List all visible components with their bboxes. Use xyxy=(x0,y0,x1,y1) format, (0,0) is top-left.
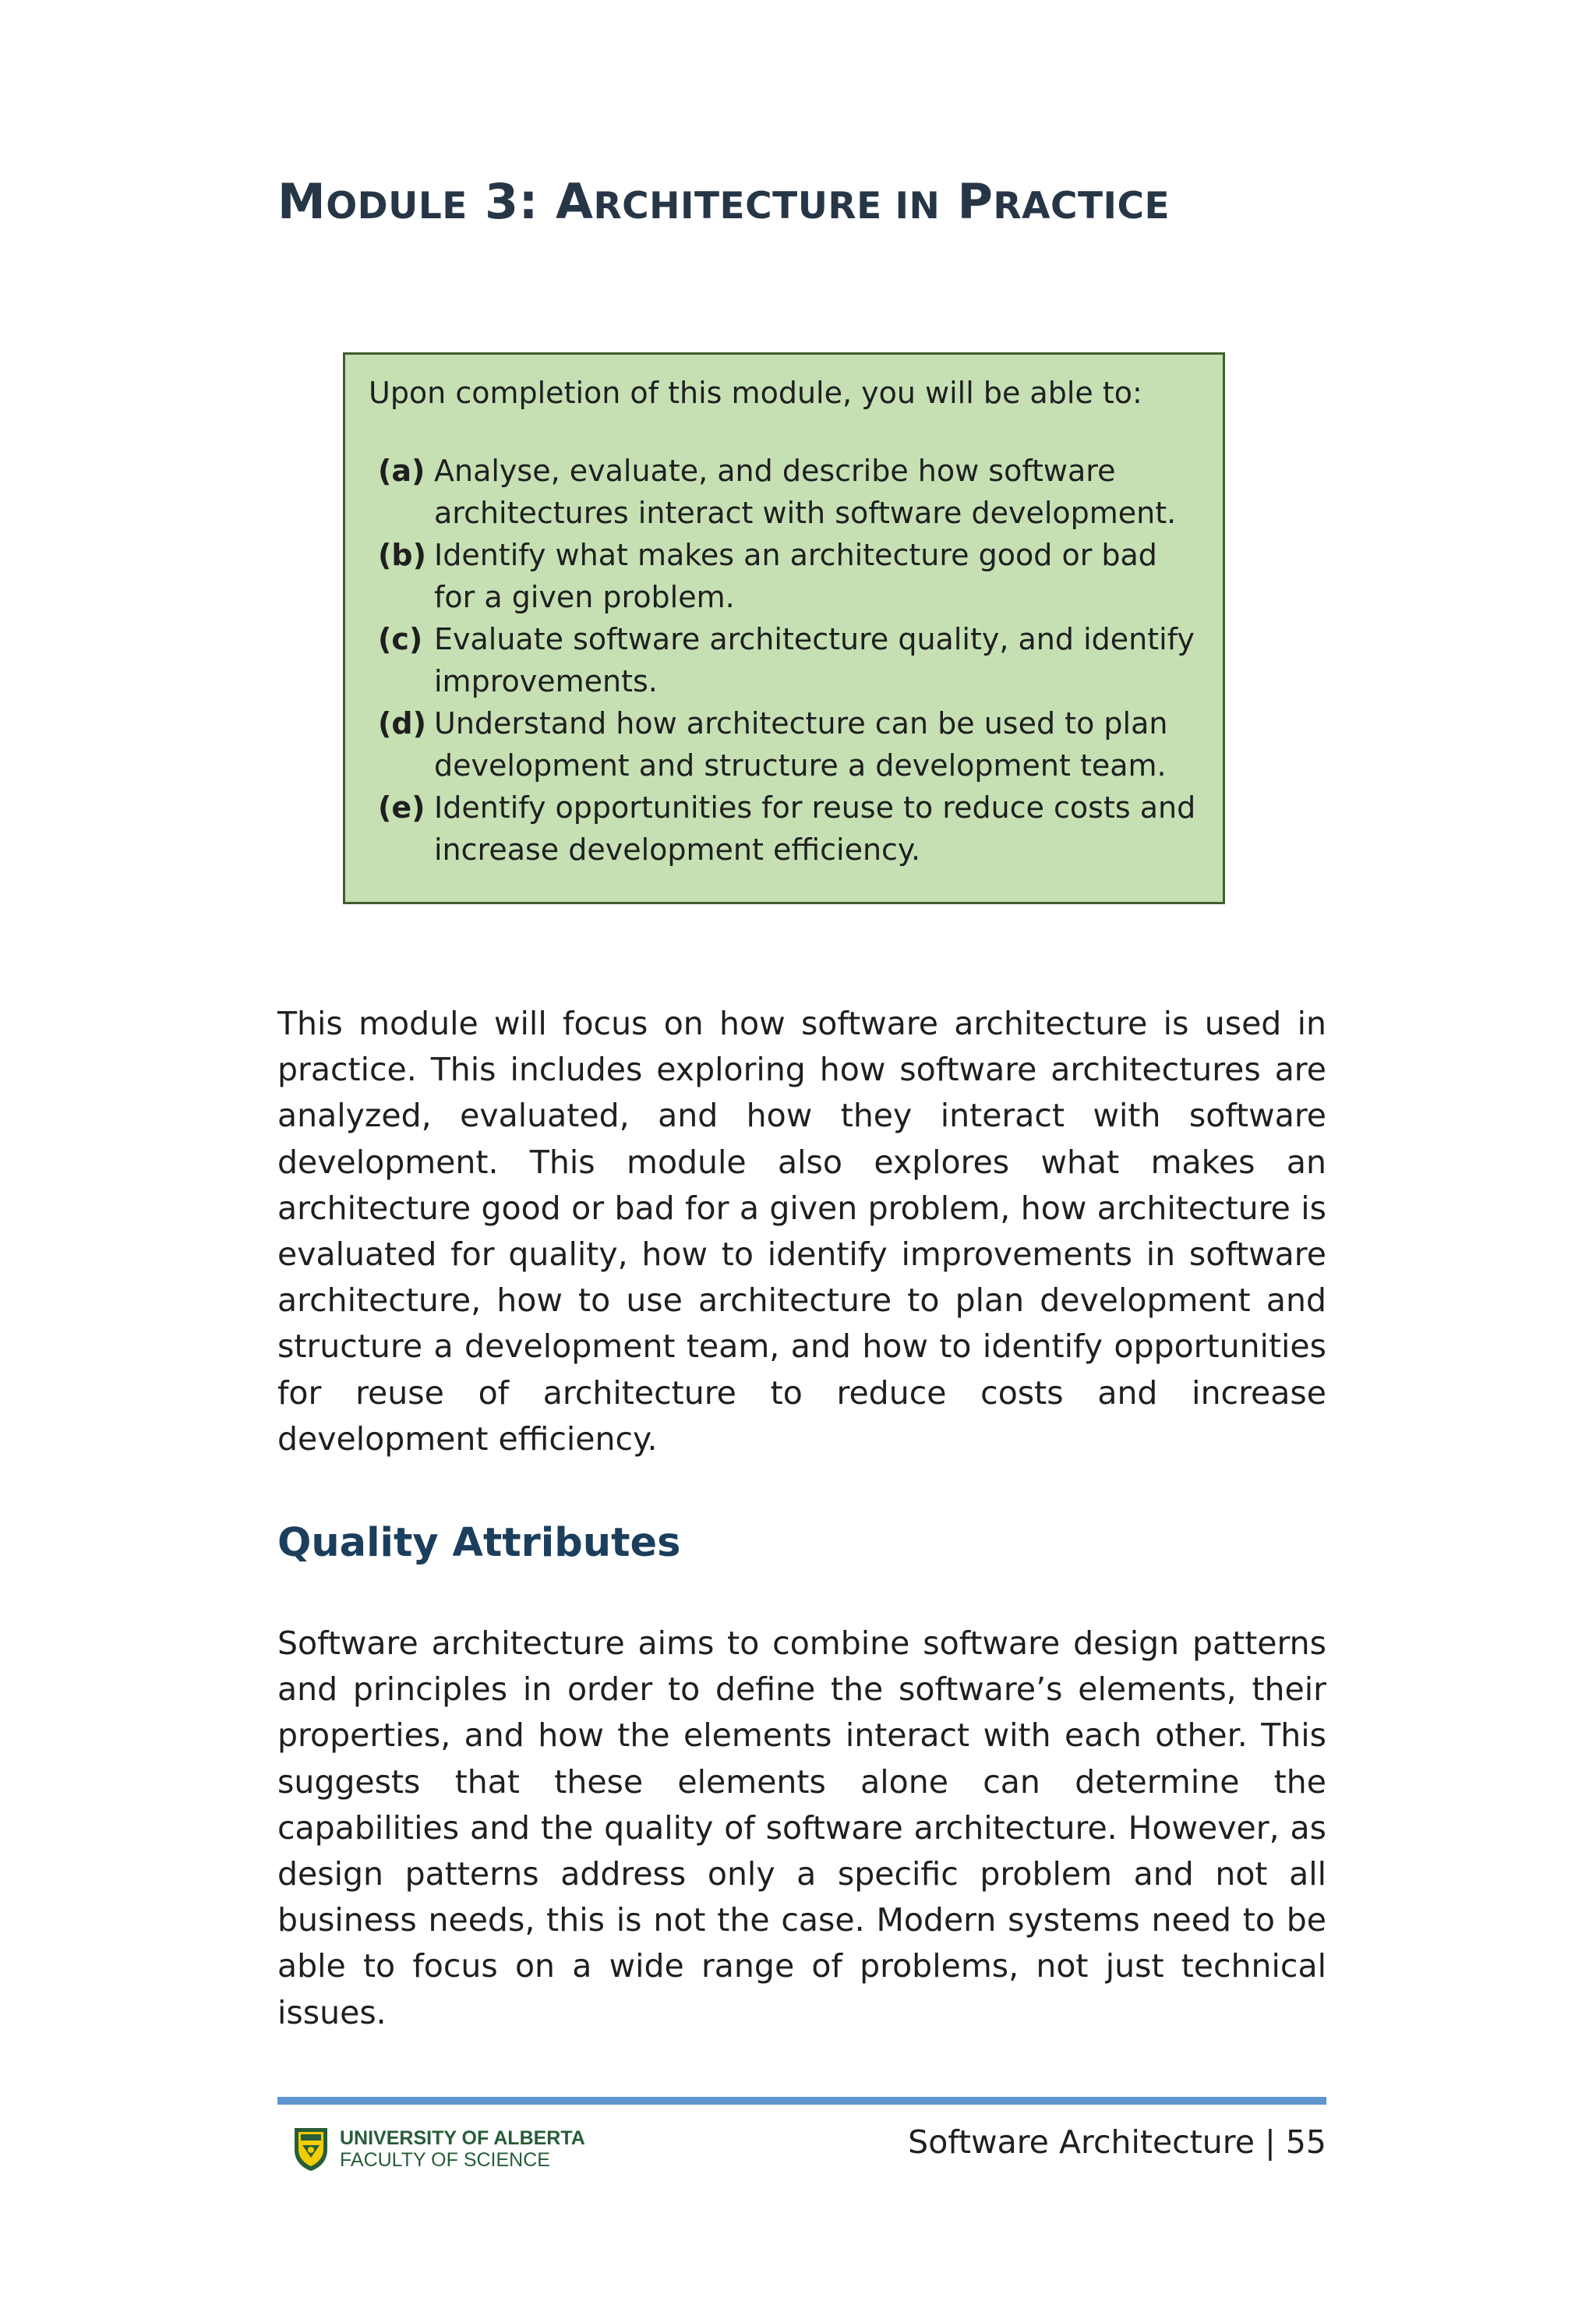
section-heading: Quality Attributes xyxy=(277,1520,681,1566)
section-paragraph: Software architecture aims to combine software design patterns and principles in order to define the software’s elements, their properties, and how the elements interact with each other. This suggests that these elements alone can determine the capabilities and the quality of software architecture. However, as design patterns address only a specific problem and not all business needs, this is not the case. Modern systems need to be able to focus on a wide range of problems, not just technical issues. xyxy=(277,1624,1326,2031)
objective-marker: (e) xyxy=(378,790,425,825)
objective-item xyxy=(369,450,1201,534)
objective-marker: (c) xyxy=(378,622,423,656)
logo-faculty-name: FACULTY OF SCIENCE xyxy=(340,2149,550,2171)
objective-marker: (b) xyxy=(378,538,426,572)
objectives-intro: Upon completion of this module, you will be able to: xyxy=(369,376,1142,410)
footer-rule xyxy=(277,2097,1326,2105)
objectives-list xyxy=(369,450,1201,871)
logo-text xyxy=(340,2127,585,2171)
objective-item xyxy=(369,787,1201,871)
objective-marker: (a) xyxy=(378,454,425,488)
learning-objectives-box xyxy=(343,352,1225,904)
objective-item xyxy=(369,534,1201,618)
objective-item xyxy=(369,702,1201,787)
university-logo xyxy=(293,2126,585,2172)
module-title: MODULE 3: ARCHITECTURE IN PRACTICE xyxy=(277,173,1171,230)
objective-item xyxy=(369,618,1201,702)
objective-text: Identify opportunities for reuse to reduce costs and increase development efficiency. xyxy=(434,790,1196,867)
page-footer-label: Software Architecture | 55 xyxy=(908,2123,1326,2161)
logo-university-name: UNIVERSITY OF ALBERTA xyxy=(340,2127,585,2149)
objective-text: Understand how architecture can be used to plan development and structure a development team. xyxy=(434,706,1168,783)
university-crest-icon xyxy=(293,2126,329,2172)
objective-text: Analyse, evaluate, and describe how software architectures interact with software development. xyxy=(434,454,1177,530)
intro-paragraph: This module will focus on how software architecture is used in practice. This includes exploring how software architectures are analyzed, evaluated, and how they interact with software development. This module also explores what makes an architecture good or bad for a given problem, how architecture is evaluated for quality, how to identify improvements in software architecture, how to use architecture to plan development and structure a development team, and how to identify opportunities for reuse of architecture to reduce costs and increase development efficiency. xyxy=(277,1005,1326,1458)
objective-text: Identify what makes an architecture good or bad for a given problem. xyxy=(434,538,1157,614)
objective-marker: (d) xyxy=(378,706,426,741)
objective-text: Evaluate software architecture quality, and identify improvements. xyxy=(434,622,1195,698)
